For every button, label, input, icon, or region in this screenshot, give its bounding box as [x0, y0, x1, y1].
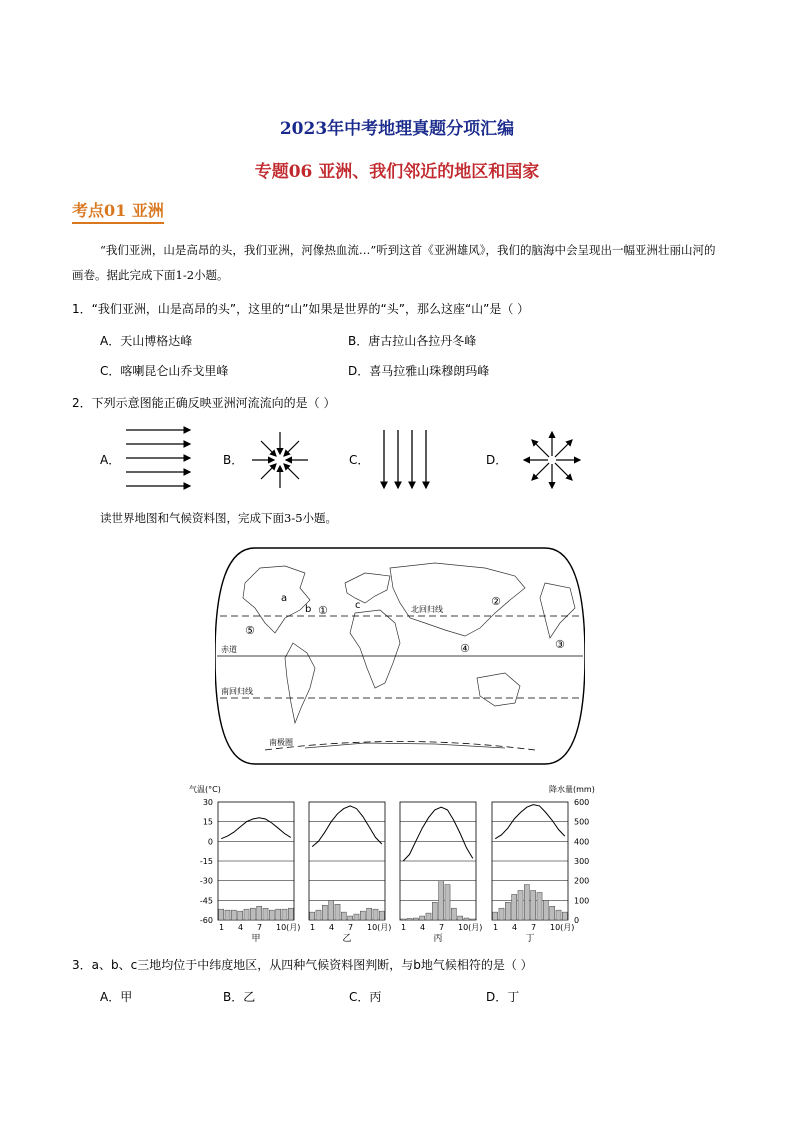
precip-bar — [329, 900, 334, 920]
precip-bar — [550, 906, 555, 920]
precip-bar — [288, 908, 293, 920]
temp-tick-label: -15 — [199, 857, 213, 866]
q2-label-d[interactable]: D． — [486, 453, 508, 467]
precip-bar — [367, 908, 372, 920]
region-5: ⑤ — [245, 624, 255, 637]
precip-tick-label: 400 — [574, 837, 590, 847]
precip-bar — [420, 916, 425, 920]
q1-option-b[interactable]: B．唐古拉山各拉丹冬峰 — [348, 334, 477, 348]
precip-bar — [470, 919, 475, 920]
month-tick-label: 7 — [439, 923, 445, 932]
q3-option-a[interactable]: A．甲 — [100, 990, 133, 1004]
q3-option-b[interactable]: B．乙 — [223, 990, 256, 1004]
temp-tick-label: 15 — [202, 817, 213, 827]
climate-charts — [185, 780, 605, 952]
section-heading: 考点01 亚洲 — [72, 198, 164, 224]
precip-bar — [524, 885, 529, 920]
label-equator: 赤道 — [221, 645, 237, 654]
precip-bar — [451, 908, 456, 920]
precip-tick-label: 600 — [574, 798, 590, 807]
diagram-b-converging — [252, 432, 308, 488]
world-map — [215, 538, 585, 774]
document-subtitle: 专题06 亚洲、我们邻近的地区和国家 — [254, 162, 540, 182]
q1-option-a[interactable]: A．天山博格达峰 — [100, 334, 193, 348]
precip-bar — [225, 910, 230, 920]
month-tick-label: 10(月) — [276, 923, 301, 932]
precip-bar — [310, 912, 315, 920]
month-tick-label: 10(月) — [367, 923, 392, 932]
q3-option-d[interactable]: D．丁 — [486, 990, 520, 1004]
q2-label-a[interactable]: A． — [100, 453, 121, 467]
precip-bar — [250, 908, 255, 920]
precip-bar — [464, 918, 469, 920]
q1-option-c[interactable]: C．喀喇昆仑山乔戈里峰 — [100, 364, 229, 378]
month-tick-label: 10(月) — [458, 923, 483, 932]
temp-axis-title: 气温(°C) — [189, 785, 221, 794]
temp-tick-label: 30 — [202, 798, 213, 807]
climate-panel-0 — [218, 802, 300, 944]
precip-bar — [493, 912, 498, 920]
precip-bar — [238, 911, 243, 920]
reading-instruction: 读世界地图和气候资料图，完成下面3-5小题。 — [100, 511, 338, 525]
precip-tick-label: 100 — [574, 896, 590, 906]
precip-bar — [231, 910, 236, 920]
precip-bar — [556, 910, 561, 920]
document-title: 2023年中考地理真题分项汇编 — [279, 119, 515, 139]
point-b: b — [305, 604, 312, 615]
climate-panel-1 — [309, 802, 391, 944]
precip-bar — [512, 894, 517, 920]
climate-panel-2 — [400, 802, 482, 944]
precip-tick-label: 300 — [574, 857, 590, 866]
precip-bar — [537, 892, 542, 920]
precip-bar — [432, 902, 437, 920]
question-2-stem: 2．下列示意图能正确反映亚洲河流流向的是（ ） — [72, 396, 336, 410]
precip-bar — [269, 910, 274, 920]
diagram-a-parallel-east — [126, 430, 190, 486]
panel-title: 甲 — [251, 934, 261, 944]
month-tick-label: 7 — [531, 923, 537, 932]
temp-tick-label: -60 — [199, 916, 213, 925]
diagram-d-radiating — [524, 432, 580, 488]
precip-bar — [379, 911, 384, 920]
precip-bar — [348, 916, 353, 920]
precip-bar — [407, 918, 412, 920]
precip-bar — [413, 918, 418, 920]
river-flow-diagrams — [0, 420, 794, 500]
intro-paragraph: “我们亚洲，山是高昂的头，我们亚洲，河像热血流…”听到这首《亚洲雄风》，我们的脑海中会呈现出一幅亚洲壮丽山河的画卷。据此完成下面1-2小题。 — [72, 243, 716, 282]
panel-title: 乙 — [342, 934, 352, 944]
precip-bar — [276, 909, 281, 920]
point-a: a — [281, 593, 288, 604]
q2-label-b[interactable]: B． — [223, 453, 244, 467]
region-3: ③ — [555, 638, 565, 651]
month-tick-label: 4 — [238, 923, 244, 932]
precip-bar — [439, 881, 444, 920]
precip-bar — [505, 902, 510, 920]
label-antarctic-circle: 南极圈 — [269, 738, 293, 747]
precip-bar — [316, 910, 321, 920]
precip-bar — [335, 904, 340, 920]
month-tick-label: 1 — [493, 923, 499, 932]
precip-bar — [543, 900, 548, 920]
temp-tick-label: -30 — [199, 876, 213, 886]
precip-bar — [244, 909, 249, 920]
precip-bar — [445, 885, 450, 920]
precip-bar — [373, 909, 378, 920]
label-tropic-of-cancer: 北回归线 — [411, 605, 443, 614]
point-c: c — [355, 600, 361, 611]
diagram-c-parallel-south — [384, 430, 426, 488]
month-tick-label: 7 — [348, 923, 354, 932]
panel-title: 丁 — [525, 934, 535, 944]
precip-bar — [282, 909, 287, 920]
precip-bar — [401, 919, 406, 920]
precip-bar — [341, 912, 346, 920]
precip-bar — [518, 891, 523, 921]
month-tick-label: 7 — [257, 923, 263, 932]
precip-bar — [219, 909, 224, 920]
precip-bar — [360, 911, 365, 920]
temp-tick-label: -45 — [199, 896, 213, 906]
region-4: ④ — [460, 642, 470, 655]
month-tick-label: 4 — [512, 923, 518, 932]
month-tick-label: 1 — [310, 923, 316, 932]
precip-bar — [458, 916, 463, 920]
question-3-stem: 3．a、b、c三地均位于中纬度地区，从四种气候资料图判断，与b地气候相符的是（ ） — [72, 958, 533, 972]
precip-tick-label: 0 — [574, 916, 580, 925]
precip-bar — [263, 908, 268, 920]
precip-bar — [562, 912, 567, 920]
region-1: ① — [318, 604, 328, 617]
precip-bar — [426, 913, 431, 920]
precip-tick-label: 200 — [574, 876, 590, 886]
q2-label-c[interactable]: C． — [349, 453, 370, 467]
precip-bar — [531, 891, 536, 921]
q3-option-c[interactable]: C．丙 — [349, 990, 382, 1004]
precip-tick-label: 500 — [574, 817, 590, 827]
temp-tick-label: 0 — [207, 837, 213, 847]
month-tick-label: 1 — [401, 923, 407, 932]
precip-bar — [257, 906, 262, 920]
question-1-stem: 1．“我们亚洲，山是高昂的头”，这里的“山”如果是世界的“头”，那么这座“山”是（ ） — [72, 302, 530, 316]
precip-bar — [322, 905, 327, 920]
region-2: ② — [491, 595, 501, 608]
label-tropic-of-capricorn: 南回归线 — [221, 687, 253, 696]
month-tick-label: 10(月) — [550, 923, 575, 932]
month-tick-label: 1 — [219, 923, 225, 932]
precip-bar — [499, 908, 504, 920]
q1-option-d[interactable]: D．喜马拉雅山珠穆朗玛峰 — [348, 364, 490, 378]
panel-title: 丙 — [433, 934, 443, 944]
month-tick-label: 4 — [420, 923, 426, 932]
climate-panel-3 — [492, 802, 574, 944]
precip-bar — [354, 914, 359, 920]
month-tick-label: 4 — [329, 923, 335, 932]
precip-axis-title: 降水量(mm) — [549, 785, 595, 794]
